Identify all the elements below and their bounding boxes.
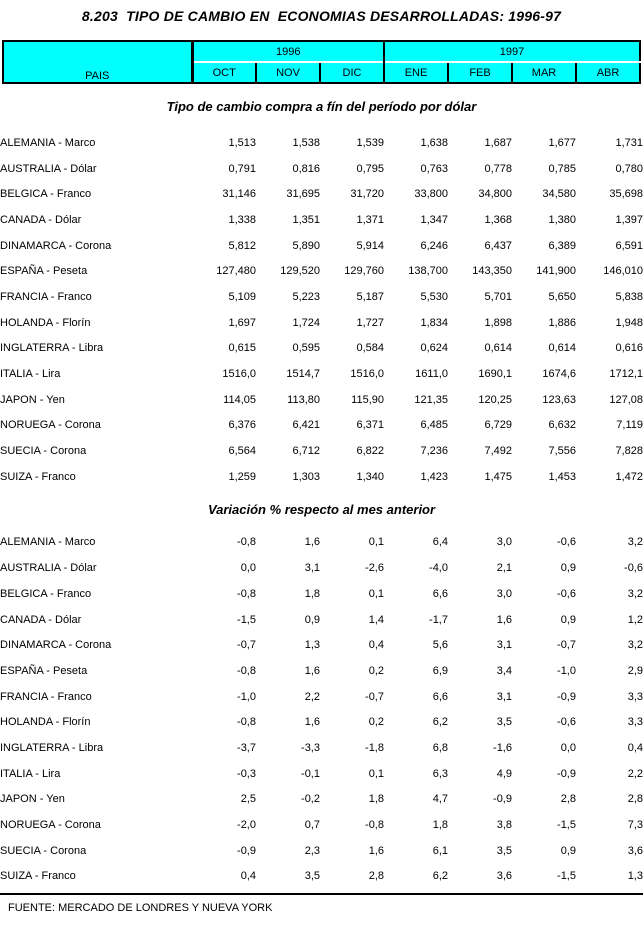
value-cell: 1,8 (304, 587, 320, 600)
value-cell: -1,0 (237, 690, 256, 703)
value-cell: -3,7 (237, 741, 256, 754)
value-cell: 5,914 (356, 239, 384, 252)
value-cell: -2,6 (365, 562, 384, 575)
value-cell: 7,828 (615, 445, 643, 458)
value-cell: 3,1 (304, 562, 320, 575)
value-cell: -0,1 (301, 767, 320, 780)
value-cell: -0,6 (624, 562, 643, 575)
table-row (0, 310, 643, 336)
value-cell: 6,371 (356, 419, 384, 432)
table-row (0, 709, 643, 735)
value-cell: 1712,1 (609, 368, 643, 381)
country-label: DINAMARCA - Corona (0, 639, 112, 652)
table-row (0, 336, 643, 362)
table-row (0, 387, 643, 413)
value-cell: 35,698 (609, 188, 643, 201)
section-heading-exchange-rate: Tipo de cambio compra a fín del período por dólar (166, 99, 477, 114)
source-note: FUENTE: MERCADO DE LONDRES Y NUEVA YORK (8, 902, 273, 915)
value-cell: 3,0 (496, 587, 512, 600)
value-cell: 1,3 (627, 870, 643, 883)
value-cell: 0,4 (627, 741, 643, 754)
table-row (0, 632, 643, 658)
value-cell: 0,2 (368, 716, 384, 729)
value-cell: -1,5 (557, 870, 576, 883)
value-cell: 3,1 (496, 639, 512, 652)
value-cell: -0,8 (237, 536, 256, 549)
value-cell: 0,1 (368, 767, 384, 780)
month-header-ene: ENE (384, 62, 448, 83)
country-label: HOLANDA - Florín (0, 316, 91, 329)
month-header-nov: NOV (256, 62, 320, 83)
value-cell: 121,35 (414, 393, 448, 406)
value-cell: 3,0 (496, 536, 512, 549)
value-cell: 7,492 (484, 445, 512, 458)
value-cell: 2,3 (304, 844, 320, 857)
country-label: SUIZA - Franco (0, 870, 76, 883)
value-cell: 2,2 (304, 690, 320, 703)
value-cell: 1,380 (548, 213, 576, 226)
value-cell: 2,8 (560, 793, 576, 806)
value-cell: 1,724 (292, 316, 320, 329)
year-header-row (3, 41, 640, 62)
value-cell: 0,1 (368, 587, 384, 600)
value-cell: 1,3 (304, 639, 320, 652)
value-cell: 0,0 (560, 741, 576, 754)
country-label: FRANCIA - Franco (0, 690, 92, 703)
value-cell: 0,614 (484, 342, 512, 355)
value-cell: 1,948 (615, 316, 643, 329)
table-row (0, 555, 643, 581)
value-cell: 6,3 (432, 767, 448, 780)
value-cell: 143,350 (472, 265, 512, 278)
value-cell: 1,697 (228, 316, 256, 329)
value-cell: 138,700 (408, 265, 448, 278)
country-label: SUECIA - Corona (0, 844, 87, 857)
country-label: NORUEGA - Corona (0, 819, 101, 832)
table-row (0, 735, 643, 761)
country-label: INGLATERRA - Libra (0, 342, 104, 355)
value-cell: 6,9 (432, 664, 448, 677)
value-cell: 6,389 (548, 239, 576, 252)
value-cell: -0,9 (237, 844, 256, 857)
value-cell: 5,530 (420, 290, 448, 303)
value-cell: 0,9 (560, 844, 576, 857)
value-cell: 6,376 (228, 419, 256, 432)
value-cell: -1,8 (365, 741, 384, 754)
table-row (0, 438, 643, 464)
exchange-rate-table (0, 130, 643, 490)
value-cell: 6,6 (432, 690, 448, 703)
month-header-feb: FEB (448, 62, 512, 83)
country-label: NORUEGA - Corona (0, 419, 101, 432)
value-cell: 1,6 (368, 844, 384, 857)
value-cell: 31,146 (222, 188, 256, 201)
value-cell: 0,0 (240, 562, 256, 575)
table-row (0, 581, 643, 607)
value-cell: 113,80 (287, 393, 320, 406)
value-cell: 34,800 (478, 188, 512, 201)
value-cell: 0,595 (292, 342, 320, 355)
value-cell: 2,9 (627, 664, 643, 677)
country-label: SUECIA - Corona (0, 445, 87, 458)
month-header-oct: OCT (192, 62, 256, 83)
month-header-dic: DIC (320, 62, 384, 83)
value-cell: 2,1 (496, 562, 512, 575)
month-header-mar: MAR (512, 62, 576, 83)
value-cell: 6,2 (432, 870, 448, 883)
value-cell: 1,6 (304, 716, 320, 729)
value-cell: 1,4 (368, 613, 384, 626)
value-cell: 1516,0 (222, 368, 256, 381)
value-cell: 2,2 (627, 767, 643, 780)
value-cell: 0,7 (304, 819, 320, 832)
country-label: AUSTRALIA - Dólar (0, 162, 97, 175)
value-cell: 1,259 (228, 470, 256, 483)
value-cell: 1674,6 (542, 368, 576, 381)
value-cell: -0,9 (557, 767, 576, 780)
value-cell: 0,4 (240, 870, 256, 883)
value-cell: 5,223 (292, 290, 320, 303)
value-cell: 7,236 (420, 445, 448, 458)
value-cell: 1,8 (432, 819, 448, 832)
value-cell: 6,591 (615, 239, 643, 252)
value-cell: 127,08 (609, 393, 643, 406)
value-cell: 2,5 (240, 793, 256, 806)
value-cell: 6,2 (432, 716, 448, 729)
value-cell: 6,6 (432, 587, 448, 600)
value-cell: 3,1 (496, 690, 512, 703)
value-cell: 0,614 (548, 342, 576, 355)
table-row (0, 464, 643, 490)
value-cell: 120,25 (478, 393, 512, 406)
value-cell: 1,2 (627, 613, 643, 626)
value-cell: 0,2 (368, 664, 384, 677)
year-1997-cell: 1997 (384, 41, 640, 62)
value-cell: -0,7 (365, 690, 384, 703)
country-label: FRANCIA - Franco (0, 290, 92, 303)
value-cell: 0,780 (615, 162, 643, 175)
value-cell: 6,437 (484, 239, 512, 252)
table-row (0, 130, 643, 156)
value-cell: -0,9 (557, 690, 576, 703)
value-cell: 115,90 (351, 393, 384, 406)
value-cell: 5,812 (228, 239, 256, 252)
value-cell: 1,368 (484, 213, 512, 226)
value-cell: 6,564 (228, 445, 256, 458)
value-cell: 0,1 (368, 536, 384, 549)
value-cell: 129,760 (344, 265, 384, 278)
value-cell: 6,1 (432, 844, 448, 857)
value-cell: 3,2 (627, 587, 643, 600)
value-cell: -0,8 (237, 664, 256, 677)
value-cell: 1,6 (496, 613, 512, 626)
value-cell: 3,3 (627, 716, 643, 729)
value-cell: 0,9 (560, 562, 576, 575)
value-cell: -1,7 (429, 613, 448, 626)
year-1996-cell: 1996 (276, 45, 301, 58)
value-cell: -0,6 (557, 587, 576, 600)
value-cell: 6,485 (420, 419, 448, 432)
value-cell: 1,340 (356, 470, 384, 483)
value-cell: 6,632 (548, 419, 576, 432)
country-label: BELGICA - Franco (0, 188, 92, 201)
value-cell: 7,119 (616, 419, 643, 432)
value-cell: 0,763 (420, 162, 448, 175)
value-cell: -0,6 (557, 716, 576, 729)
table-row (0, 361, 643, 387)
value-cell: 7,556 (548, 445, 576, 458)
value-cell: 3,3 (627, 690, 643, 703)
country-label: JAPON - Yen (0, 793, 65, 806)
value-cell: 1,347 (420, 213, 448, 226)
country-label: BELGICA - Franco (0, 587, 92, 600)
pais-header-cell: PAIS (3, 41, 192, 83)
value-cell: 127,480 (216, 265, 256, 278)
value-cell: -3,3 (301, 741, 320, 754)
value-cell: 1,351 (292, 213, 320, 226)
value-cell: -1,5 (237, 613, 256, 626)
value-cell: 114,05 (223, 393, 256, 406)
country-label: SUIZA - Franco (0, 470, 76, 483)
value-cell: 34,580 (542, 188, 576, 201)
table-row (0, 207, 643, 233)
country-label: ALEMANIA - Marco (0, 136, 96, 149)
value-cell: 3,4 (496, 664, 512, 677)
table-row (0, 838, 643, 864)
value-cell: 3,5 (304, 870, 320, 883)
value-cell: -0,7 (237, 639, 256, 652)
value-cell: 1,539 (356, 136, 384, 149)
value-cell: 0,9 (304, 613, 320, 626)
value-cell: -0,8 (365, 819, 384, 832)
value-cell: -0,6 (557, 536, 576, 549)
value-cell: -1,6 (493, 741, 512, 754)
value-cell: 1,638 (420, 136, 448, 149)
value-cell: -0,8 (237, 716, 256, 729)
value-cell: 1,6 (304, 664, 320, 677)
table-row (0, 258, 643, 284)
value-cell: 1,472 (615, 470, 643, 483)
country-label: ALEMANIA - Marco (0, 536, 96, 549)
value-cell: 1,371 (356, 213, 384, 226)
value-cell: -0,7 (557, 639, 576, 652)
table-row (0, 761, 643, 787)
value-cell: 3,8 (496, 819, 512, 832)
value-cell: 0,816 (292, 162, 320, 175)
table-row (0, 684, 643, 710)
value-cell: 1,886 (548, 316, 576, 329)
value-cell: 0,584 (356, 342, 384, 355)
value-cell: 1,677 (548, 136, 576, 149)
table-row (0, 156, 643, 182)
value-cell: 1,538 (292, 136, 320, 149)
country-label: ESPAÑA - Peseta (0, 265, 88, 278)
value-cell: 5,650 (548, 290, 576, 303)
value-cell: 6,421 (292, 419, 320, 432)
value-cell: -1,0 (557, 664, 576, 677)
value-cell: -0,3 (237, 767, 256, 780)
month-header-abr: ABR (576, 62, 640, 83)
country-label: JAPON - Yen (0, 393, 65, 406)
value-cell: 1,338 (228, 213, 256, 226)
value-cell: 2,8 (368, 870, 384, 883)
value-cell: 5,187 (356, 290, 384, 303)
table-row (0, 864, 643, 890)
value-cell: 146,010 (603, 265, 643, 278)
value-cell: 0,9 (560, 613, 576, 626)
value-cell: -0,8 (237, 587, 256, 600)
table-row (0, 413, 643, 439)
country-label: AUSTRALIA - Dólar (0, 562, 97, 575)
value-cell: 6,4 (432, 536, 448, 549)
value-cell: 3,6 (496, 870, 512, 883)
value-cell: 0,795 (356, 162, 384, 175)
country-label: HOLANDA - Florín (0, 716, 91, 729)
value-cell: 129,520 (280, 265, 320, 278)
country-label: ESPAÑA - Peseta (0, 664, 88, 677)
value-cell: 31,695 (286, 188, 320, 201)
section-heading-variation: Variación % respecto al mes anterior (207, 501, 436, 517)
country-label: CANADA - Dólar (0, 213, 82, 226)
country-label: ITALIA - Lira (0, 368, 61, 381)
value-cell: 5,701 (484, 290, 512, 303)
value-cell: 1690,1 (478, 368, 512, 381)
header-table (2, 40, 641, 84)
page-title: 8.203 TIPO DE CAMBIO EN ECONOMIAS DESARROLLADAS: 1996-97 (81, 8, 562, 24)
table-row (0, 233, 643, 259)
value-cell: 5,6 (432, 639, 448, 652)
value-cell: 0,624 (420, 342, 448, 355)
value-cell: 1611,0 (415, 368, 448, 381)
value-cell: 1,6 (304, 536, 320, 549)
value-cell: -1,5 (557, 819, 576, 832)
value-cell: 3,2 (627, 536, 643, 549)
value-cell: 1,8 (368, 793, 384, 806)
value-cell: 1,513 (228, 136, 256, 149)
value-cell: 5,109 (228, 290, 256, 303)
value-cell: 5,890 (292, 239, 320, 252)
value-cell: -0,2 (301, 793, 320, 806)
value-cell: 1,303 (292, 470, 320, 483)
variation-table (0, 530, 643, 890)
value-cell: 123,63 (542, 393, 576, 406)
value-cell: 3,5 (496, 844, 512, 857)
table-row (0, 658, 643, 684)
value-cell: 0,785 (548, 162, 576, 175)
value-cell: 0,791 (228, 162, 256, 175)
value-cell: 0,778 (484, 162, 512, 175)
value-cell: 1,475 (484, 470, 512, 483)
country-label: DINAMARCA - Corona (0, 239, 112, 252)
table-row (0, 284, 643, 310)
table-row (0, 530, 643, 556)
value-cell: 5,838 (615, 290, 643, 303)
value-cell: 1,397 (615, 213, 643, 226)
value-cell: -4,0 (429, 562, 448, 575)
value-cell: 3,2 (627, 639, 643, 652)
value-cell: 0,4 (368, 639, 384, 652)
value-cell: 0,615 (228, 342, 256, 355)
value-cell: 3,5 (496, 716, 512, 729)
value-cell: 141,900 (536, 265, 576, 278)
value-cell: 6,822 (356, 445, 384, 458)
country-label: CANADA - Dólar (0, 613, 82, 626)
value-cell: 1514,7 (286, 368, 320, 381)
value-cell: 1,453 (548, 470, 576, 483)
table-row (0, 181, 643, 207)
country-label: ITALIA - Lira (0, 767, 61, 780)
value-cell: 1,423 (420, 470, 448, 483)
table-row (0, 787, 643, 813)
value-cell: 1,898 (484, 316, 512, 329)
value-cell: 6,246 (420, 239, 448, 252)
value-cell: 2,8 (627, 793, 643, 806)
value-cell: -2,0 (237, 819, 256, 832)
value-cell: 1,687 (484, 136, 512, 149)
value-cell: 4,7 (432, 793, 448, 806)
country-label: INGLATERRA - Libra (0, 741, 104, 754)
value-cell: 33,800 (414, 188, 448, 201)
value-cell: 1,834 (420, 316, 448, 329)
table-row (0, 812, 643, 838)
value-cell: 31,720 (350, 188, 384, 201)
value-cell: 6,712 (292, 445, 320, 458)
value-cell: -0,9 (493, 793, 512, 806)
value-cell: 1516,0 (350, 368, 384, 381)
value-cell: 6,8 (432, 741, 448, 754)
value-cell: 1,731 (615, 136, 643, 149)
value-cell: 3,6 (627, 844, 643, 857)
value-cell: 7,3 (627, 819, 643, 832)
value-cell: 4,9 (496, 767, 512, 780)
value-cell: 0,616 (615, 342, 643, 355)
value-cell: 1,727 (356, 316, 384, 329)
value-cell: 6,729 (484, 419, 512, 432)
table-row (0, 607, 643, 633)
